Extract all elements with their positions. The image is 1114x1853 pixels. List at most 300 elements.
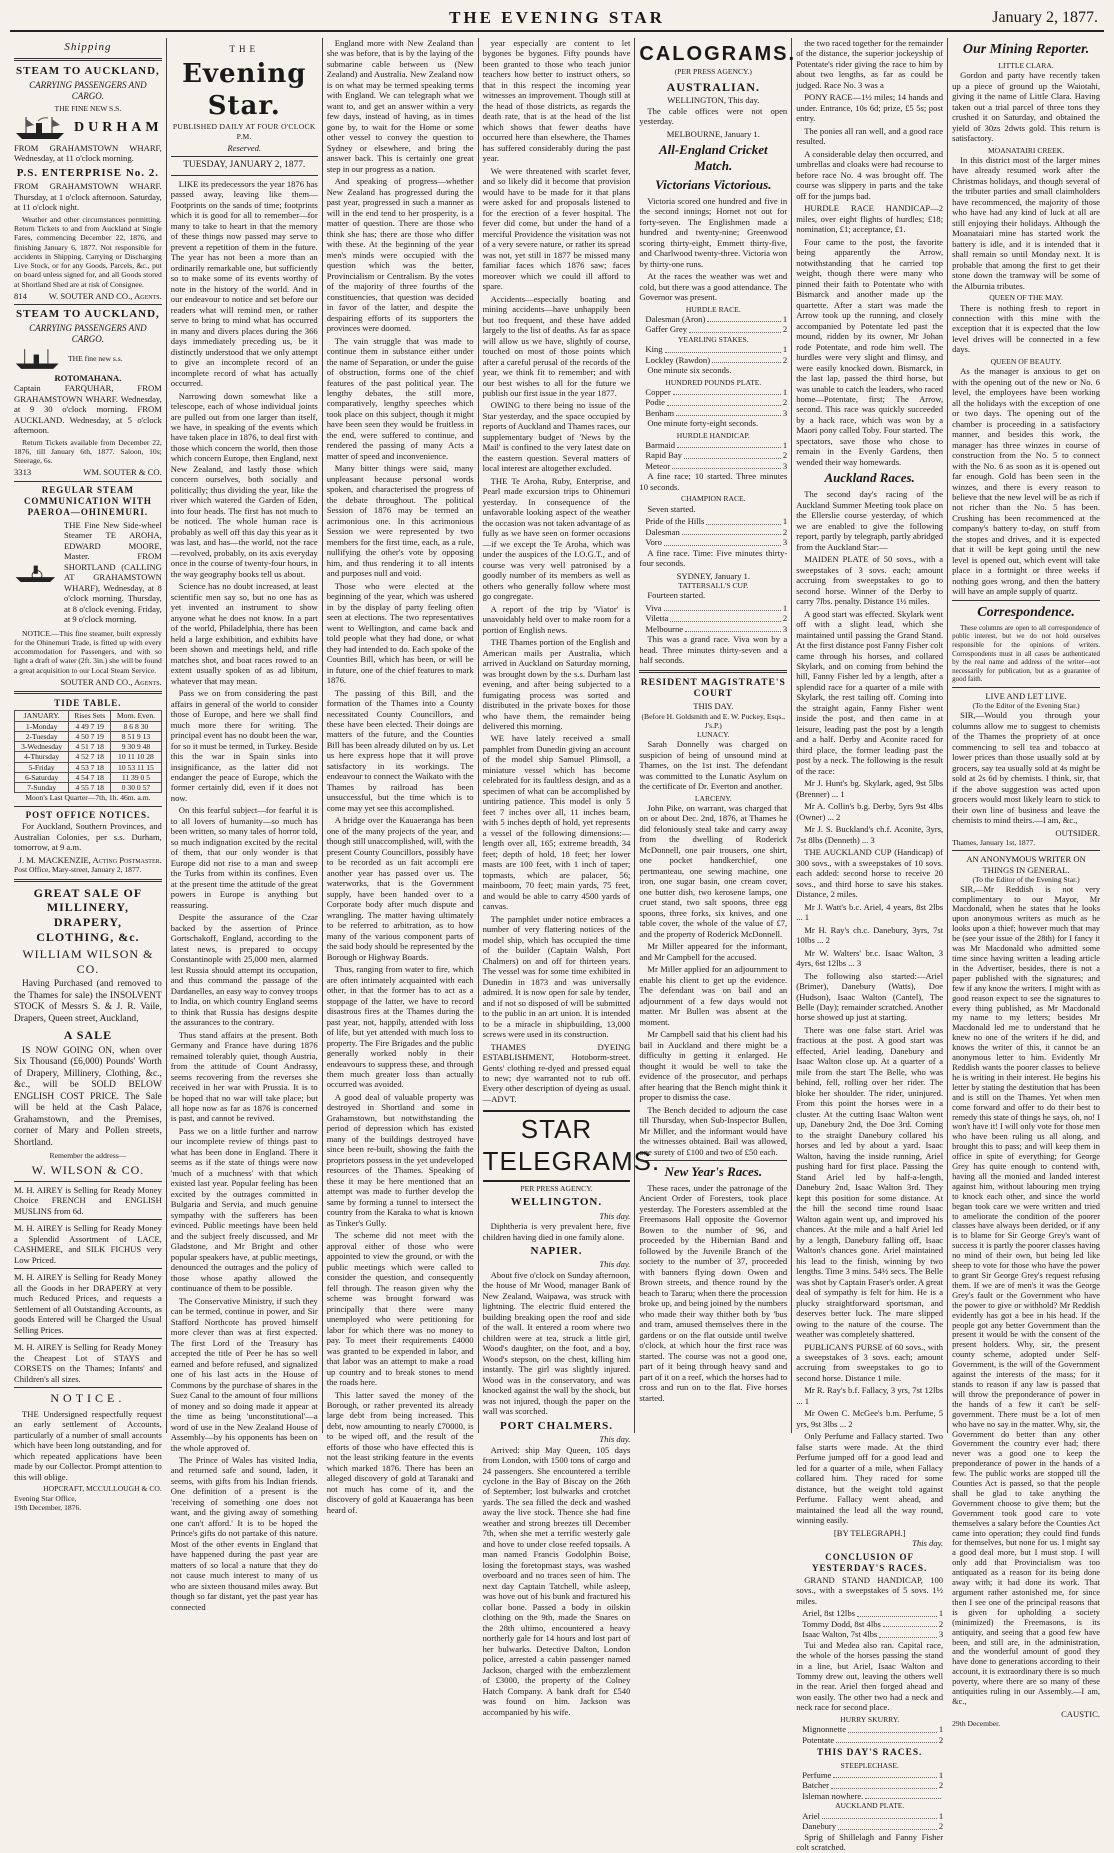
race-result-row (639, 344, 787, 354)
auckland-race-paragraph: Mr J. S. Buckland's ch.f. Aconite, 3yrs, 7st 8lbs (Denneth) ... 3 (796, 824, 944, 845)
dot-leader (836, 1735, 937, 1743)
tide-cell: 4 51 7 18 (69, 742, 111, 752)
masthead (10, 6, 1104, 32)
dot-leader (865, 1791, 941, 1799)
placing: 2 (938, 1780, 944, 1791)
champion-time: A fine race. Time: Five minutes thirty-four seconds. (639, 547, 788, 569)
great-sale-heading: GREAT SALE OF MILLINERY, DRAPERY, CLOTHING, &c. (33, 885, 143, 944)
news-paragraph: year especially are content to let bygones be bygones. Fifty pounds have been granted to those who teach junior teachers how better to instruct others, so that in this respect the incoming year witnesses an improvement. Though still at the head of those districts, as regards the death rate, that is at the head of the list which shows that fewer deaths have occurred here than elsewhere, the Thames has suffered considerably during the past year. (482, 38, 631, 164)
horse-name: Dalesman (645, 526, 680, 537)
paeroa-heading: REGULAR STEAM COMMUNICATION WITH PAEROA—OHINEMURI. (23, 484, 152, 517)
ship-ad-durham (14, 115, 162, 141)
dot-leader (665, 344, 781, 352)
tide-cell: 5-Friday (15, 762, 69, 772)
dot-leader (673, 387, 781, 395)
placing: 1 (938, 1608, 944, 1619)
leader-paragraph: The Conservative Ministry, if such they can be termed, continue in power, and Sir Stafford Northcote has proved himself more clever than was at first expected. The first Lord of the Treasury has accepted the title of Peer he has so well earned and before refused, and signalized one of his last acts in the House of Commons by the purchase of shares in the Suez Canal to the amount of four millions of money and so doing made it appear at the time as being 'unconstitutional'—a word of use in the New Zealand House of Assembly—by his opponents has been on the whole approved of. (170, 1295, 318, 1453)
auckland-plate-heading: AUCKLAND PLATE. (835, 1801, 905, 1811)
steam-subheading: CARRYING PASSENGERS AND CARGO. (29, 79, 147, 101)
horse-name: Isleman nowhere. (802, 1790, 864, 1801)
editor-line-2: (To the Editor of the Evening Star.) (972, 875, 1080, 885)
race-result-row (796, 1780, 943, 1790)
leader-date: TUESDAY, JANUARY 2, 1877. (183, 160, 306, 171)
lunacy-text: Sarah Donnelly was charged on suspicion of being of unsound mind at Thames, on the 1st inst. The defendant was committed to the Lunatic Asylum on the certificate of Dr. Everton and another. (639, 739, 788, 792)
ship-ad-rotomahana (14, 347, 162, 371)
shipping-heading: Shipping (64, 41, 112, 53)
news-paragraph: Accidents—especially boating and mining accidents—have unhappily been but too frequent, and these have added largely to the list of deaths. As far as space will allow us we have, slightly of course, touched on most of those points which after a careful perusal of the records of the year, we think fit to remember; and with our best wishes to all for the future we publish our first issue in the year 1877. (482, 293, 631, 398)
steeplechase-heading: STEEPLECHASE. (840, 1760, 899, 1770)
cal-wellington-dateline: WELLINGTON, This day. (667, 95, 760, 106)
news-paragraph: THE Te Aroha, Ruby, Enterprise, and Pearl made excursion trips to Ohinemuri yesterday. In consequence of the unfavorable looking aspect of the weather the occasion was not taken advantage of as fully as we have seen on former occasions—if we except the Te Aroha, which was under the auspices of the I.O.G.T., and of course was very well patronised by a goodly number of its members as well as others who generally follow where most go congregate. (482, 475, 631, 602)
ship-ad-te-aroha (14, 520, 162, 627)
rm-court-before: (Before H. Goldsmith and E. W. Puckey, Esqs., J's.P.) (641, 711, 786, 730)
article-paragraph: And speaking of progress—whether New Zealand has progressed during the past year, progressed in such a manner as will in the end tend to her prosperity, is a matter of question. There are those who think she has; there are those who differ with these. At the beginning of the year men's minds were occupied with the question which was the better, Provincialism or Centralism. By the votes of the majority of three fourths of the constituencies, that question was decided in favor of the latter, and despite the despairing efforts of its supporters the provinces were doomed. (326, 176, 474, 334)
dot-leader (833, 1770, 936, 1778)
letter-1-signature: OUTSIDER. (1055, 827, 1100, 838)
tide-col-sun: Rises Sets (69, 711, 111, 721)
post-office-heading: POST OFFICE NOTICES. (25, 809, 151, 820)
by-telegraph-heading: [BY TELEGRAPH.] (833, 1527, 906, 1538)
remember-address: Remember the address— (49, 1151, 127, 1161)
dot-leader (822, 1811, 937, 1819)
horse-name: Barmaid (645, 439, 675, 450)
tide-cell: 4 55 7 18 (69, 783, 111, 793)
auckland-race-paragraph: Mr H. Ray's ch.c. Danebury, 3yrs, 7st 10lbs ... 2 (796, 924, 944, 946)
rotomahana-schedule: Captain FARQUHAR, FROM GRAHAMSTOWN WHARF. Wednesday, at 9 30 o'clock morning. FROM AUCKLAND. Wednesday, at 5 o'clock afternoon. (14, 383, 162, 436)
auckland-race-paragraph: PUBLICAN'S PURSE of 60 sovs., with a sweepstakes of 3 sovs. each; amount accruing from sweepstakes to go to second horse. Distance 1 mile. (796, 1341, 944, 1383)
leader-paragraph: Pass we on a little further and narrow our incomplete review of things past to what has been done in England. There it seems as if the state of things were now 'much of a muchness' with that which existed last year. Popular feeling has been excited by the outrages committed in Bulgaria and Servia, and much genuine sympathy with the sufferers has been evinced. Public meetings have been held and the subject freely discussed, and Mr Gladstone, and Mr Bright and other popular speakers have, at public meetings, denounced the outrages and the policy of those whose apathy allowed the continuance of them to be possible. (170, 1125, 318, 1294)
column-3-leader-continued (323, 38, 479, 1515)
leader-paragraph: Pass we on from considering the past affairs in general of the world to consider those of Europe, and here we shall find much more there for writing. The principal event has no doubt been the war, for so it must be termed, in Turkey. Beside this the war in Spain sinks into insignificance, as the latter did not endanger the peace of Europe, which the former certainly did, even if it does not now. (170, 688, 318, 803)
placing: 2 (938, 1734, 944, 1745)
placing: 2 (938, 1618, 944, 1629)
masthead-title: THE EVENING STAR (449, 8, 665, 27)
placing: 2 (938, 1821, 944, 1832)
yearling-heading: YEARLING STAKES. (677, 334, 749, 344)
auckland-race-paragraph: There was one false start. Ariel was fractious at the post. A good start was effected, Ariel leading, Danebury and Isaac Walton close up. At a quarter of a mile from the start The Belle, who was behind, fell, rolling over her rider. The bloke her shoulder. The rider, uninjured. From this point the horses were in a cluster. At the cutting Isaac Walton went up, Danebury 2nd, the Doe 3rd. Coming to the straight Danebury collared his horses and led by about a yard. Isaac Walton, having the inside running, Ariel pushing hard for first place. Passing the Stand Ariel led by half-a-length, Danebury 2nd, Isaac Walton 3rd. They kept this position for some distance. At the hill the second time round Isaac Walton again went up, and improved his chances. At the mile and a half Ariel led by a length, Danebury falling off, Isaac Walton's chances gone. Ariel maintained his lead to the finish, winning by two lengths. Time 3 mins. 54½ secs. The Belle was shot by Captain Fraser's order. A great deal of sympathy is felt for him. He is a plucky straightforward sportsman, and deserves better luck. The mare slipped owing to the nature of the course. The weather was completely shattered. (796, 1024, 944, 1340)
placing: 1 (782, 386, 788, 397)
hundred-pounds-heading: HUNDRED POUNDS PLATE. (665, 377, 762, 387)
column-2-leader (167, 38, 323, 1612)
letter-2-signature: CAUSTIC. (1061, 1708, 1100, 1719)
steeplechase-results (796, 1770, 943, 1801)
larceny-text (639, 803, 787, 1157)
wellington-day: This day. (599, 1210, 631, 1221)
hurdle-results (639, 314, 787, 335)
tide-cell: 2-Tuesday (15, 731, 69, 741)
press-agency-label: PER PRESS AGENCY. (520, 1183, 593, 1193)
tide-row (15, 742, 162, 752)
grand-stand-text: Tui and Medea also ran. Capital race, the whole of the horses passing the stand in a line, but Ariel, Isaac Walton and Tommy drew out, leaving the others well in the rear. Ariel then forged ahead and won easily. The other two had a neck and neck race for second place. (796, 1639, 944, 1713)
queen-may-heading: QUEEN OF THE MAY. (989, 293, 1063, 303)
news-paragraph: THE Thames portion of the English and American mails per Australia, which arrived in Auckland on Saturday morning, was brought down by the s.s. Durham last evening, and after being subjected to a fumigating process was sorted and distributed in the private boxes for those who have them, the remainder being delivered this morning. (482, 637, 631, 731)
post-office-text: For Auckland, Southern Provinces, and Australian Colonies, per s.s. Durham, tomorrow, at 9 a.m. (14, 821, 162, 853)
steam2-subheading: CARRYING PASSENGERS AND CARGO. (29, 322, 147, 344)
calograms-press-agency: (PER PRESS AGENCY.) (674, 67, 752, 77)
race-result-row (639, 408, 787, 418)
news-paragraph: THAMES DYEING ESTABLISHMENT, Hotoborm-street. Gents' clothing re-dyed and pressed equal to new; dye warranted not to rub off. Every other description of dyeing as usual.—ADVT. (482, 1041, 631, 1104)
race-result-row (639, 387, 787, 397)
calograms-heading: CALOGRAMS. (639, 43, 797, 65)
leader-paragraph: LIKE its predecessors the year 1876 has passed away, leaving like them— Footprints on the sands of time; footprints which it is good for all to remember—for many to take to heart in that the memory of these things now passed may serve to prevent a repetition of them in the future. The year has not been a more than an ordinarily remarkable one, but sufficiently so to make some of its events worthy of note in the history of the world. And in our endeavour to notice and set before our readers what will remind men, or rather serve to bring to mind what has occurred in many and divers places during the 366 days immediately preceding us, be it distinctly understood that we only attempt to give an incomplete record of an incomplete record of what has actually occurred. (170, 178, 318, 389)
paeroa-ad-text: THE Fine New Side-wheel Steamer TE AROHA, EDWARD MOORE, Master. FROM SHORTLAND (CALLING AT GRAHAMSTOWN WHARF), Wednesday, at 8 o'clock morning. Thursday, at 8 o'clock evening. Friday, at 9 o'clock morning. (64, 519, 162, 625)
a-sale-heading: A SALE (63, 1028, 113, 1043)
tide-row (15, 731, 162, 741)
anonymous-writer-heading: AN ANONYMOUS WRITER ON THINGS IN GENERAL. (966, 854, 1086, 875)
horse-name: Podie (645, 397, 665, 408)
auckland-plate-note: Sprig of Shillelagh and Fanny Fisher colt scratched. (796, 1831, 944, 1853)
horse-name: Gaffer Grey (645, 324, 687, 335)
placing: 2 (782, 613, 788, 624)
post-office-date: Post Office, Mary-street, January 2, 1877. (14, 865, 142, 875)
leader-paragraph: Narrowing down somewhat like a telescope, each of whose individual joints are pulled out from one larger than itself, we have, in speaking of the events which have taken place in 1876, to deal first with those which concern the world, then those which concern Europe, then England, next New Zealand, and lastly those which concern ourselves, both socially and politically; thus dividing the year, like the river which watered the Garden of Eden, into four heads. The first has not much to be noticed. The whole human race is probably as well off this day this year as it was last, and has—the world, not the race—revolved, probably, on its axis everyday once in the course of twenty-four hours, in the way geography books tell us about. (170, 390, 318, 579)
queen-beauty-heading: QUEEN OF BEAUTY. (990, 356, 1062, 366)
tide-table-header (15, 711, 162, 721)
conclusion-heading: CONCLUSION OF YESTERDAY'S RACES. (812, 1551, 928, 1573)
correspondence-heading: Correspondence. (977, 604, 1075, 620)
auckland-race-paragraph: Mr J. Watt's b.c. Ariel, 4 years, 8st 2lbs ... 1 (796, 901, 944, 923)
postmaster-signature: J. M. MACKENZIE, Acting Postmaster. (18, 854, 162, 865)
horse-name: Mignonnette (802, 1724, 847, 1735)
placing: 3 (782, 623, 788, 634)
news-paragraph: WE have lately received a small pamphlet from Dunedin giving an account of the model ship Samuel Plimsoll, a miniature vessel which has become celebrated for its faultless design, and as a specimen of what can be accomplished by untiring patience. This model is only 5 feet 7 inches over all, 11 inches beam, with 5 inches depth of hold, yet represents a vessel of the following dimensions:—length over all, 165; extreme breadth, 34 feet; depth of hold, 18 feet; her lower masts are 100 feet, with 1 inch of taper; topmasts, which are palacer, 56; mainboom, 70 feet; main yards, 75 feet, and would be able to carry 4500 yards of canvas. (482, 733, 631, 912)
race-result-row (639, 603, 787, 613)
hundred-results (639, 387, 787, 418)
dot-leader (682, 527, 781, 535)
horse-name: Ariel, 8st 12lbs (802, 1608, 855, 1619)
larceny-paragraph: John Pike, on warrant, was charged that on or about Dec. 2nd, 1876, at Thames he did feloniously steal take and carry away from the dwelling of Roderick McDonnell, one pair trousers, one shirt, one pocket handkerchief, one pertmanteau, one sewing machine, one iron, one sugar basin, one cream cover, one butter dish, two kerosene lamps, one cruet stand, two salt spoons, three egg spoons, three forks, six knives, and one table cover, the whole of the value of £7, and the property of Roderick McDonnell. (639, 803, 788, 939)
cricket-heading: All-England Cricket Match. (658, 142, 768, 174)
placing: 1 (782, 516, 788, 527)
mining-reporter-heading: Our Mining Reporter. (962, 42, 1090, 57)
dot-leader (664, 603, 781, 611)
auckland-race-paragraph: THE AUCKLAND CUP (Handicap) of 300 sovs., with a sweepstakes of 10 sovs. each added: second horse to receive 20 sovs., and third horse to save his stakes. Distance, 2 miles. (796, 847, 944, 900)
victorians-heading: Victorians Victorious. (655, 176, 772, 192)
tide-cell: 4 52 7 18 (69, 752, 111, 762)
tide-col-tides: Morn. Even. (111, 711, 162, 721)
hurdle-race-heading: HURDLE RACE. (685, 304, 741, 314)
tide-cell: 10 53 11 15 (111, 762, 162, 772)
new-years-races-heading: New Year's Races. (664, 1163, 763, 1179)
horse-name: Isaac Walton, 7st 4lbs (802, 1629, 878, 1640)
auckland-race-paragraph: Only Perfume and Fallacy started. Two false starts were made. At the third Perfume jumped off for a good lead and led for a quarter of a mile, when Fallacy collared him. They raced for some distance, but the weight told against Perfume. Fallacy went ahead, and maintained the lead all the way round, winning easily. (796, 1431, 944, 1526)
race-result-row (639, 527, 787, 537)
tide-cell: 4 53 7 18 (69, 762, 111, 772)
masthead-date: January 2, 1877. (992, 9, 1098, 26)
tide-cell: 3-Wednesday (15, 742, 69, 752)
dot-leader (667, 397, 781, 405)
auckland-races-text (796, 489, 943, 1526)
local-news (483, 38, 631, 1104)
tattersall-note: This was a grand race. Viva won by a head. Three minutes thirty-seven and a half seconds. (639, 634, 788, 666)
tide-col-month: JANUARY. (15, 711, 69, 721)
horse-name: Benham (645, 407, 675, 418)
australian-heading: AUSTRALIAN. (666, 79, 760, 94)
tide-row (15, 762, 162, 772)
dot-leader (883, 1619, 937, 1627)
column-1-advertisements (10, 38, 167, 1512)
race-result-row (639, 537, 787, 547)
tattersall-started: Fourteen started. (647, 590, 706, 601)
agents-line-2 (14, 467, 162, 477)
dot-leader (689, 324, 781, 332)
race-result-row (796, 1629, 943, 1639)
fine-new-ss: THE fine new s.s. (68, 354, 123, 364)
champion-race-heading: CHAMPION RACE. (681, 494, 746, 504)
dot-leader (685, 624, 781, 632)
news-paragraph: The pamphlet under notice embraces a number of very flattering notices of the model ship, which has occupied the time of the builder (Captain Walsh, Port Chalmers) on and off for thirteen years. The vessel was for some time exhibited in Dunedin in 1873 and was universally admired. It is now open for sale by tender, and if not so disposed of will be submitted to the public in an art union. It is intended to be a miracle in shipbuilding, 13,000 screws were used in its construction. (482, 913, 631, 1040)
article-paragraph: This latter saved the money of the Borough, or rather prevented its already large debt from being increased. This debt, now amounting to nearly £70000, is to be wiped off, and the result of the efforts of those who have effected this is not the least striking feature in the events which marked 1876. There has been an alleged discovery of gold at Taranaki and not much has come of it, and the discovery of gold at Kauaeranga has been heard of. (326, 1389, 474, 1515)
ad-ref-2: 3313 (14, 467, 32, 478)
ship-name-durham: DURHAM (74, 120, 163, 136)
race-paragraph: the two raced together for the remainder of the distance, the superior jockeyship of Potentate's rider giving the race to him by about two lengths, as far as could be judged. Race No. 3 was a (796, 38, 944, 90)
moanataiari-text: In this district most of the larger mines have already resumed work after the Christmas holidays, and though several of the tributer parties and small claimholders have recommenced, the majority of those who have had any kind of luck at all are still enjoying their holidays. Although the Moanataiari mine has started work the battery is idle, and it is intended that it shall remain so until Monday next. It is probable that among the first to get their stone down the tramway will be some of the Alburnia tributes. (952, 154, 1100, 291)
wilson-ad-text: Having Purchased (and removed to the Thames for sale) the INSOLVENT STOCK of Messrs S. & J. R. Vaile, Drapers, Queen street, Auckland, (14, 979, 162, 1024)
column-7-mining-correspondence (948, 38, 1104, 1729)
cable-note: The cable offices were not open yesterday. (639, 105, 788, 127)
dot-leader (664, 537, 781, 545)
notice-place: Evening Star Office, (14, 1493, 77, 1503)
handicap-results (639, 440, 787, 471)
melbourne-dateline: MELBOURNE, January 1. (666, 128, 760, 139)
placing: 3 (782, 460, 788, 471)
horse-name: Potentate (802, 1734, 835, 1745)
telegraph-day: This day. (912, 1538, 944, 1549)
dot-leader (706, 516, 781, 524)
fine-ss-label: THE FINE NEW S.S. (54, 103, 122, 113)
race-paragraph: Four came to the post, the favorite being apparently the Arrow, notwithstanding that he carried top weight, though there were many who pinned their faith to Potentate who with Bismarck and another made up the quartette. After a start was made the Arrow took up the running, and closely accompanied by Potentate led past the mound, ridden by its owner, Mr Johan rode Potentate, and rode him well. The hurdles were very slight and flimsy, and were easily knocked down. Bismarck, in the last lap, passed the third horse, but was unable to catch the leaders, who raced home—Potentate, first; The Arrow, second. This race was quickly succeeded by a hack race, which was won by a Maori pony called Toby. Four started. The spectators, save those who chose to remain in the Evenly Gardens, then wended their way homewards. (796, 236, 944, 467)
grand-stand-results (796, 1608, 943, 1639)
notice-date: 19th December, 1876. (14, 1502, 82, 1512)
tide-row (15, 721, 162, 731)
rm-court-heading: RESIDENT MAGISTRATE'S COURT (640, 676, 786, 700)
tide-row (15, 783, 162, 793)
yearling-time: One minute six seconds. (647, 365, 732, 376)
star-telegrams-heading: STAR TELEGRAMS. (483, 1110, 631, 1181)
race-result-row (639, 516, 787, 526)
auckland-race-paragraph: Mr R. Ray's b.f. Fallacy, 3 yrs, 7st 12lbs ... 1 (796, 1385, 944, 1406)
columns (10, 38, 1104, 1853)
auckland-plate-results (796, 1811, 943, 1832)
placing: 2 (782, 450, 788, 461)
steam2-heading: STEAM TO AUCKLAND, (15, 308, 160, 321)
placing: 1 (938, 1769, 944, 1780)
title-the: THE (229, 44, 259, 54)
cricket-text: Victoria scored one hundred and five in the second innings; Hornet not out for forty-seven. The Englishmen made a hundred and twenty-nine; Greenwood scoring thirty-eight, Emmett thirty-five, and Charlwood twenty-three. Victoria won by thirty-one runs. (639, 195, 788, 269)
little-clara-heading: LITTLE CLARA. (998, 61, 1054, 71)
agents-2: WM. SOUTER & CO. (83, 467, 162, 478)
published-note: PUBLISHED DAILY AT FOUR O'CLOCK P.M. (172, 122, 316, 141)
napier-text: About five o'clock on Sunday afternoon, the house of Mr Wood, manager Bank of New Zealand, Waipawa, was struck with lightning. The electric fluid entered the building breaking open the roof and side of the wall. It entered a room where two children were at tea, struck a little girl, Wood's daughter, on the foot, and a boy, Wood's stepson, on the chest, killing him instantly. The girl was slightly injured. Wood was in the conservatory, and was knocked against the wall by the shock, but was not injured, though the paper on the wall was scorched. (482, 1269, 631, 1417)
dot-leader (712, 355, 781, 363)
dot-leader (831, 1780, 937, 1788)
airey-ad-1: M. H. AIREY is Selling for Ready Money Choice FRENCH and ENGLISH MUSLINS from 6d. (14, 1185, 162, 1216)
steam-heading: STEAM TO AUCKLAND, (15, 65, 160, 78)
correspondence-disclaimer: These columns are open to all correspondence of public interest, but we do not hold ourselves responsible for the opinions of writers. Correspondents must in all cases be authenticated by the real name and address of the writer—not necessarily for publication, but as a guarantee of good faith. (952, 623, 1100, 684)
placing: 3 (938, 1629, 944, 1640)
leader-paragraph: Science has no doubt increased, at least scientific men say so, but no one has as yet invented an instrument to show anyone what he does not know. In a part of the world, Philadelphia, there has been held a large exhibition, and exhibits have been shown and meetings held, and rifle matches shot, and boat races rowed to an extent usually spoken of as ad libitum, whatever that may mean. (170, 581, 318, 686)
tattersall-heading: TATTERSALL'S CUP. (678, 581, 749, 591)
leader-paragraph: Despite the assurance of the Czar backed by the assertion of Prince Gortschakoff, England, according to the latest news, is prepared to occupy Constantinople with 25,000 men, alarmed lest Russia should attempt its occupation, and thus command the passage of the Dardanelles, an easy way to convey troops to India, on which country England seems to think that Russia has designs despite the assurances to the contrary. (170, 912, 318, 1028)
race-result-row (639, 324, 787, 334)
auckland-race-paragraph: Mr J. Hunt's bg. Skylark, aged, 9st 5lbs (Brenner) ... 1 (796, 778, 944, 799)
tide-table-heading: TIDE TABLE. (54, 698, 122, 709)
tide-table (14, 710, 162, 793)
hurry-skurry-heading: HURRY SKURRY. (840, 1714, 900, 1724)
race-result-row (639, 355, 787, 365)
wellington-heading: WELLINGTON. (510, 1196, 603, 1209)
horse-name: Rapid Bay (645, 450, 682, 461)
hundred-time: One minute forty-eight seconds. (647, 418, 759, 429)
placing: 1 (938, 1810, 944, 1821)
queen-may-text: There is nothing fresh to report in connection with this mine with the exception that it is expected that the low level drives will be connected in a few days. (952, 302, 1100, 355)
tide-cell: 6-Saturday (15, 772, 69, 782)
airey-ad-3: M. H. AIREY is Selling for Ready Money all the Goods in her DRAPERY at very much Reduced Prices, and requests a Settlement of all Outstanding Accounts, as goods Entered will be Charged the Usual Selling Prices. (14, 1272, 162, 1335)
tide-cell: 4 54 7 18 (69, 772, 111, 782)
napier-day: This day. (599, 1259, 631, 1270)
race-paragraph: PONY RACE—1½ miles; 14 hands and under. Entrance, 10s 6d; prize, £5 5s; post entry. (796, 92, 944, 124)
auckland-race-paragraph: Mr W. Walters' br.c. Isaac Walton, 3 4yrs, 6st 12lbs ... 3 (796, 947, 944, 969)
wellington-text: Diphtheria is very prevalent here, five children having died in one family alone. (482, 1221, 631, 1242)
tide-table-body (15, 721, 162, 793)
letter-1-text: SIR,—Would you through your columns allow me to suggest to chemists of the Thames the propriety of at once commencing to sell tea and tobacco at lower prices than those usually sold at by grocers, say tea usually sold at 4s might be sold at 2s 6d by chemists. I think, sir, that if the above suggestion was acted upon grocers would most likely learn to stick to their own line of business and leave the chemists to mind theirs.—I am, &c., (952, 710, 1100, 826)
dot-leader (676, 408, 781, 416)
placing: 1 (782, 602, 788, 613)
queen-beauty-text: As the manager is anxious to get on with the opening out of the new or No. 6 level, the employees have been working all the holidays with the exception of one or two days. The opening out of the chamber is proceeding in a satisfactory manner, and besides this work, the manager has three winzes in course of construction from the No. 5 to connect with the No. 6 as soon as it is opened out far enough. Gold has been seen in the winzes, and there is every reason to believe that the new level will be as rich if not richer than the No. 5 has been. Crushing has been recommenced at the company's battery to-day, on stuff from the stopes and drives, and it is expected that it will be kept going until the new level is opened out, which event will take place in a fortnight or three weeks if nothing goes wrong, and then the battery will have an ample supply of quartz. (952, 366, 1100, 597)
tide-cell: 0 30 0 57 (111, 783, 162, 793)
article-paragraph: The passing of this Bill, and the formation of the Thames into a County necessitated County Councillors, and these have been elected. Their doings are matters of the future, and the Counties Bill has been already diluted on by us. Let us here express hope that it will prove satisfactory in its workings. The endeavour to connect the Waikato with the Thames by railroad has been unsuccessful, but the time which is to come may yet see this accomplished. (326, 687, 474, 813)
port-chalmers-heading: PORT CHALMERS. (499, 1419, 614, 1432)
horse-name: Perfume (802, 1769, 832, 1780)
dot-leader (848, 1724, 937, 1732)
race-result-row (796, 1811, 943, 1821)
port-chalmers-text: Arrived: ship May Queen, 105 days from London, with 1500 tons of cargo and 24 passengers. She encountered a terrible cyclone in the Bay of Biscay on the 26th of September; lost bulwarks and crotchet yards. The sea filled the deck and washed away the live stock. Thence she had fine weather and strong breezes till December 7th, when she met a terrific westerly gale and hove to under close reefed topsails. A man named Francis Godolphin Boise, losing the foretopmast stays, was washed overboard and no traces seen of him. The next day Captain Tatchell, while asleep, was hove out of his bunk and fractured his collar bone. Passed a body in oilskin clothing on the 9th, made the Snares on the 28th ultimo, encountered a heavy northerly gale for 14 hours and lost part of her bulwarks. Detective Dalton, London police, arrested a cabin passenger named Jackson, charged with the embezzlement of £3000, the property of the Colney Hatch Company. A bank draft for £540 was found on him. Jackson was accompanied by his wife. (482, 1444, 631, 1717)
tattersall-results (639, 603, 787, 634)
live-let-live-heading: LIVE AND LET LIVE. (985, 690, 1067, 701)
article-paragraph: The scheme did not meet with the approval either of those who were appointed to view the ground, or with the public meetings which were called to consider the question, and consequently fell through. The reason given why the scheme was brought forward was principally that there were many unemployed who were petitioning for labor for which there was no money to pay. To meet their requirements £4000 was granted to be expended in labor, and that labor was an attempt to make a road up country and to break stones to mend the roads here. (326, 1230, 474, 1388)
dot-leader (670, 613, 781, 621)
reserved-note: Reserved. (227, 142, 262, 153)
leader-paragraph: The Prince of Wales has visited India, and returned safe and sound, laden, it seems, with gifts from his Indian friends. One definition of a present is the 'receiving of something one does not want, and the giving away of something one can't afford.' It is to be hoped the Prince's gifts do not partake of this nature. Most of the other events in England that have happened during the past year are matters of so local a nature that they do not cause much interest to many of us who are sixteen thousand miles away. But though so far distant, yet the past year has connected (170, 1454, 318, 1612)
placing: 2 (782, 526, 788, 537)
weather-note: Weather and other circumstances permitting. Return Tickets to and from Auckland at Single Fares, commencing December 22, 1876, and finishing January 6, 1877. Not responsible for accidents in Shipping, Carrying or Discharging Live Stock, or for any Goods, Parcels, &c., put on board unless signed for, and all Goods stored at Shortland Shed are at risk of Consignee. (14, 214, 162, 289)
placing: 1 (938, 1724, 944, 1735)
placing: 3 (782, 407, 788, 418)
enterprise-schedule: FROM GRAHAMSTOWN WHARF. Thursday, at 1 o'clock afternoon. Saturday, at 11 o'clock night. (14, 181, 162, 213)
news-paragraph: OWING to there being no issue of the Star yesterday, and the space occupied by reports of Auckland and Thames races, our supplementary budget of 'News by the Mail' is confined to the very latest date on the eastern question. Several matters of local interest are altogether excluded. (482, 400, 631, 474)
little-clara-text: Gordon and party have recently taken up a piece of ground up the Waiotahi, giving it the name of Little Clara. Having taken out a trial parcel of three tons they crushed it on Saturday, and obtained the yield of 30zs 2dwts gold. This return is satisfactory. (952, 70, 1100, 144)
notice-signature: HOPCRAFT, MCCULLOUGH & CO. (43, 1484, 162, 1494)
larceny-paragraph: The Bench decided to adjourn the case till Thursday, when Sub-Inspector Bullen, Mr Miller, and the informant would have the witnesses obtained. Bail was allowed, one surety of £100 and two of £50 each. (639, 1104, 788, 1157)
race-result-row (796, 1821, 943, 1831)
tide-row (15, 752, 162, 762)
enterprise-heading: P.S. ENTERPRISE No. 2. (16, 166, 160, 179)
moanataiari-heading: MOANATAIRI CREEK. (987, 145, 1065, 155)
new-years-races-text: These races, under the patronage of the Ancient Order of Foresters, took place yesterday. The Foresters assembled at the Freemasons Hall opposite the Governor Bowen to the number of 96, and proceeded by the Hibernian Band and followed by the Juvenile Branch of the society to the number of 37, proceeded with banners flying down Owen and Brown streets, and thence round by the beach to Tararu; when there the procession broke up, and being joined by the numbers who made their way thither both by 'bus and tram, amused themselves there in the gardens or on the flat outside until twelve o'clock, at which hour the first race was started. The course was not a good one, part of it being through heavy sand and part of it on a reef, which the horses had to cross and run on to the flat. Five horses started. (639, 1182, 788, 1403)
tide-cell: 1-Monday (15, 721, 69, 731)
horse-name: Lockley (Rawdon) (645, 354, 711, 365)
auckland-race-paragraph: Mr Owen C. McGee's b.m. Perfume, 5 yrs, 9st 3lbs ... 2 (796, 1408, 944, 1429)
editor-line-1: (To the Editor of the Evening Star.) (972, 701, 1080, 711)
melbourne-races-text: At the races the weather was wet and cold, but there was a good attendance. The Governor was present. (639, 271, 788, 303)
this-days-races-heading: THIS DAY'S RACES. (816, 1748, 923, 1759)
race-result-row (796, 1619, 943, 1629)
larceny-paragraph: Mr Miller appeared for the informant, and Mr Campbell for the accused. (639, 941, 788, 962)
dot-leader (684, 450, 781, 458)
article-paragraph: A bridge over the Kauaeranga has been one of the many projects of the year, and though still unaccomplished, will, with the present County Councillors, possibly have to be recorded as un fait accompli ere another year has passed over us. The waterworks, that is the Government supply, have been handed over to a Corporate body after much dispute and wrangling. The matter having ultimately to be referred to arbitration, as to how many of the various component parts of the said body should be represented by the Borough or Highway Boards. (326, 815, 474, 962)
race-paragraph: HURDLE RACE HANDICAP—2 miles, over eight flights of hurdles; £18; nomination, £1; acceptance, £1. (796, 203, 944, 235)
horse-name: Meteor (645, 460, 671, 471)
steamship-icon (14, 115, 70, 141)
leader-paragraph: Thus stand affairs at the present. Both Germany and France have during 1876 remained tolerably quiet, though Austria, from the attitude of Count Andrassy, seems recovering from the reverses she received in her war with Prussia. It is to be hoped that no war will take place; but all hope now as far as 1876 is concerned is past, and cannot be revived. (170, 1029, 318, 1124)
horse-name: King (645, 344, 663, 355)
race-result-row (639, 440, 787, 450)
race-result-row (796, 1608, 943, 1618)
tide-cell: 8 51 9 13 (111, 731, 162, 741)
dot-leader (879, 1629, 937, 1637)
tide-cell: 9 30 9 48 (111, 742, 162, 752)
handicap-time: A fine race; 10 started. Three minutes 10 seconds. (639, 471, 788, 492)
news-paragraph: We were threatened with scarlet fever, and so likely did it become that provision would have to be made for it that plans were asked for and proposals listened to for the erection of a fever hospital. The fever did come, but under the hand of a merciful Providence the visitation was not of a very severe nature, or rather its spread was not, yet still in 1877 be missed many familiar faces which 1876 saw; faces moreover which we could ill afford to spare. (482, 165, 631, 292)
article-paragraph: England more with New Zealand than she was before, that is by the laying of the submarine cable between us (New Zealand) and Australia. New Zealand now is on what may be termed speaking terms with England. We can telegraph what we want to, and get an answer within a very few days, instead of having, as in times gone by, to wait for the Home or some other vessel to convey the question to Sydney or elsewhere, and bring the answer back. This is certainly one great step in our progress as a nation. (326, 38, 474, 174)
tide-cell: 4-Thursday (15, 752, 69, 762)
larceny-paragraph: Mr Campbell said that his client had his bail in Auckland and there might be a difficulty in getting it enlarged. He thought it would be well to take the evidence of the prosecutor, and perhaps after hearing that the Bench might think it proper to dismiss the case. (639, 1029, 788, 1103)
races-continued (796, 38, 943, 467)
sale-text: IS NOW GOING ON, when over Six Thousand (£6,000) Pounds' Worth of Drapery, Millinery, Clothing, &c., &c., will be SOLD BELOW ENGLISH COST PRICE. The Sale will be held at the Cash Palace, Grahamstown, and the Premises, corner of Mary and Pollen streets, Shortland. (14, 1045, 162, 1148)
champion-started: Seven started. (647, 503, 696, 514)
lunacy-heading: LUNACY. (697, 730, 730, 740)
race-result-row (639, 624, 787, 634)
dot-leader (672, 461, 781, 469)
port-chalmers-day: This day. (599, 1434, 631, 1445)
paddle-steamer-icon (14, 562, 60, 584)
horse-name: Voro (645, 537, 662, 548)
larceny-paragraph: Mr Miller applied for an adjournment to enable his client to get up the evidence. The defendant was on bail and an adjournment of a few days would not matter. Mr Bullen was absent at the moment. (639, 964, 788, 1027)
durham-schedule: FROM GRAHAMSTOWN WHARF, Wednesday, at 11 o'clock morning. (14, 143, 162, 164)
paper-title: Evening Star. (182, 58, 307, 121)
letter-2-date: 29th December. (952, 1719, 1001, 1729)
notice-heading: NOTICE. (50, 1391, 126, 1406)
placing: 1 (782, 344, 788, 355)
dot-leader (857, 1608, 937, 1616)
dot-leader (677, 440, 781, 448)
horse-name: Viva (645, 602, 662, 613)
airey-ad-2: M. H. AIREY is Selling for Ready Money a Splendid Assortment of LACE, CASHMERE, and SILK FICHUS very Low Priced. (14, 1223, 162, 1265)
dot-leader (838, 1821, 937, 1829)
tide-cell: 8 6 8 30 (111, 721, 162, 731)
notice-text: THE Undersigned respectfully request an early settlement of Accounts, particularly of a number of small accounts which have been long outstanding, and for which repeated applications have been made by our Collector. Prompt attention to this will oblige. (14, 1408, 162, 1482)
ship-name-rotomahana: ROTOMAHANA. (54, 372, 122, 383)
placing: 2 (782, 354, 788, 365)
dot-leader (707, 314, 781, 322)
tide-cell: 4 49 7 19 (69, 721, 111, 731)
auckland-race-paragraph: The following also started:—Ariel (Brimer), Danebury (Watts), Doe (Hudson), Isaac Walton (Cantel), The Belle (Day); remainder scratched. Another horse showed up just at starting. (796, 970, 944, 1023)
auckland-race-paragraph: Mr A. Collin's b.g. Derby, 5yrs 9st 4lbs (Owner) ... 2 (796, 801, 944, 822)
horse-name: Copper (645, 386, 671, 397)
article-paragraph: Thus, ranging from water to fire, which are often intimately acquainted with each other, in that the former has to act as a stoppage of the latter, we have to record disastrous fires at the Thames during the past year, not, happily, attended with loss of life, but yet attended with much loss to property. The Fire Brigades and the public generally worked nobly in their endeavours to suppress these, and through them much greater loss than actually occurred was avoided. (326, 964, 474, 1090)
agents-1: W. SOUTER AND CO., Agents. (48, 290, 162, 301)
tide-cell: 7-Sunday (15, 783, 69, 793)
leader-article (171, 179, 318, 1612)
napier-heading: NAPIER. (530, 1244, 583, 1257)
wilson-signature: W. WILSON & CO. (31, 1163, 145, 1178)
return-tickets-note: Return Tickets available from December 22, 1876, till January 6th, 1877. Saloon, 10s; Steerage, 6s. (14, 437, 162, 466)
hurdle-handicap-heading: HURDLE HANDICAP. (676, 430, 750, 440)
horse-name: Dalesman (Aron) (645, 313, 706, 324)
sydney-dateline: SYDNEY, January 1. (676, 570, 750, 581)
auckland-races-heading: Auckland Races. (824, 470, 915, 486)
agents-3: SOUTER AND CO., Agents. (60, 676, 162, 687)
